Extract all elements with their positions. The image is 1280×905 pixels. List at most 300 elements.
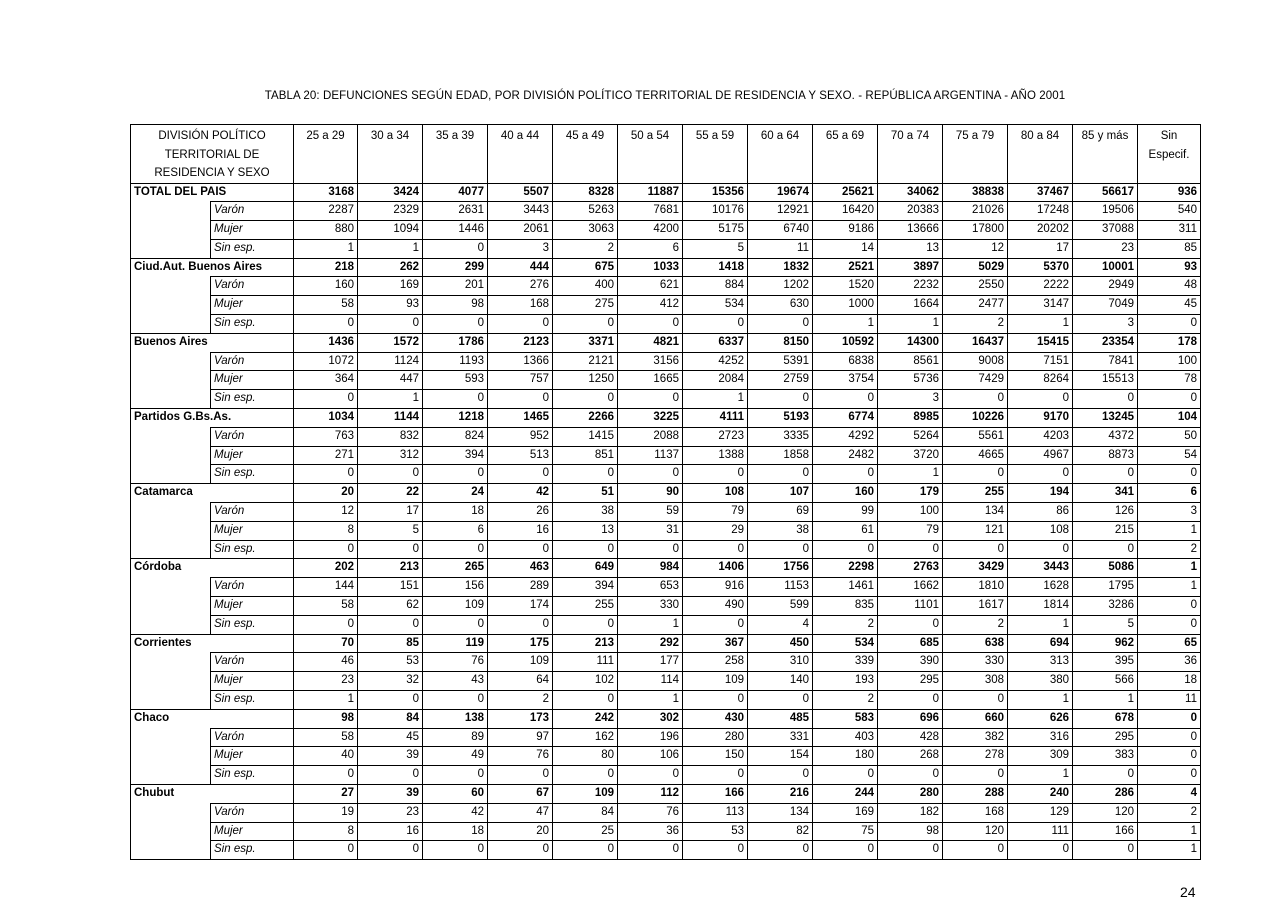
cell-value: 1665 bbox=[618, 371, 683, 390]
cell-value: 242 bbox=[553, 709, 618, 728]
row-indent bbox=[131, 371, 211, 390]
cell-value: 936 bbox=[1138, 183, 1201, 202]
cell-value: 0 bbox=[878, 841, 943, 860]
cell-value: 0 bbox=[813, 540, 878, 559]
cell-value: 0 bbox=[294, 766, 358, 785]
cell-value: 2084 bbox=[683, 371, 748, 390]
cell-value: 271 bbox=[294, 446, 358, 465]
cell-value: 9008 bbox=[943, 352, 1008, 371]
cell-value: 0 bbox=[878, 615, 943, 634]
table-row-total bbox=[131, 634, 1201, 653]
cell-value: 0 bbox=[1073, 465, 1138, 484]
cell-value: 177 bbox=[618, 653, 683, 672]
column-header: 70 a 74 bbox=[878, 125, 943, 184]
sex-label: Varón bbox=[211, 202, 294, 221]
cell-value: 3371 bbox=[553, 333, 618, 352]
cell-value: 286 bbox=[1073, 785, 1138, 804]
cell-value: 1094 bbox=[358, 221, 423, 240]
cell-value: 182 bbox=[878, 803, 943, 822]
cell-value: 113 bbox=[683, 803, 748, 822]
cell-value: 1810 bbox=[943, 578, 1008, 597]
cell-value: 9186 bbox=[813, 221, 878, 240]
sex-label: Varón bbox=[211, 427, 294, 446]
cell-value: 1 bbox=[1138, 521, 1201, 540]
table-row-total bbox=[131, 258, 1201, 277]
cell-value: 15356 bbox=[683, 183, 748, 202]
cell-value: 120 bbox=[943, 822, 1008, 841]
sex-label: Varón bbox=[211, 728, 294, 747]
cell-value: 3225 bbox=[618, 409, 683, 428]
cell-value: 78 bbox=[1138, 371, 1201, 390]
cell-value: 0 bbox=[1008, 540, 1073, 559]
cell-value: 76 bbox=[618, 803, 683, 822]
cell-value: 108 bbox=[683, 484, 748, 503]
cell-value: 31 bbox=[618, 521, 683, 540]
cell-value: 3443 bbox=[488, 202, 553, 221]
cell-value: 98 bbox=[423, 296, 488, 315]
cell-value: 11 bbox=[1138, 691, 1201, 710]
cell-value: 299 bbox=[423, 258, 488, 277]
cell-value: 64 bbox=[488, 672, 553, 691]
cell-value: 193 bbox=[813, 672, 878, 691]
cell-value: 162 bbox=[553, 728, 618, 747]
column-header: 85 y más bbox=[1073, 125, 1138, 184]
row-indent bbox=[131, 597, 211, 616]
cell-value: 308 bbox=[943, 672, 1008, 691]
cell-value: 2 bbox=[943, 315, 1008, 334]
cell-value: 100 bbox=[878, 503, 943, 522]
cell-value: 1795 bbox=[1073, 578, 1138, 597]
cell-value: 32 bbox=[358, 672, 423, 691]
cell-value: 15513 bbox=[1073, 371, 1138, 390]
cell-value: 98 bbox=[878, 822, 943, 841]
cell-value: 12 bbox=[943, 239, 1008, 258]
cell-value: 201 bbox=[423, 277, 488, 296]
cell-value: 2 bbox=[1138, 803, 1201, 822]
cell-value: 0 bbox=[553, 691, 618, 710]
cell-value: 12921 bbox=[748, 202, 813, 221]
cell-value: 5391 bbox=[748, 352, 813, 371]
sex-label: Mujer bbox=[211, 747, 294, 766]
cell-value: 485 bbox=[748, 709, 813, 728]
header-last-line: Especif. bbox=[1148, 148, 1190, 161]
cell-value: 0 bbox=[878, 766, 943, 785]
table-row bbox=[131, 597, 1201, 616]
cell-value: 463 bbox=[488, 559, 553, 578]
cell-value: 89 bbox=[423, 728, 488, 747]
cell-value: 255 bbox=[943, 484, 1008, 503]
cell-value: 295 bbox=[878, 672, 943, 691]
cell-value: 61 bbox=[813, 521, 878, 540]
cell-value: 1388 bbox=[683, 446, 748, 465]
cell-value: 4111 bbox=[683, 409, 748, 428]
cell-value: 0 bbox=[1073, 766, 1138, 785]
column-header: 25 a 29 bbox=[294, 125, 358, 184]
cell-value: 2 bbox=[813, 691, 878, 710]
cell-value: 25 bbox=[553, 822, 618, 841]
cell-value: 626 bbox=[1008, 709, 1073, 728]
cell-value: 2232 bbox=[878, 277, 943, 296]
cell-value: 75 bbox=[813, 822, 878, 841]
cell-value: 2477 bbox=[943, 296, 1008, 315]
cell-value: 0 bbox=[294, 841, 358, 860]
cell-value: 19674 bbox=[748, 183, 813, 202]
cell-value: 5263 bbox=[553, 202, 618, 221]
cell-value: 0 bbox=[1138, 390, 1201, 409]
header-region-line: RESIDENCIA Y SEXO bbox=[154, 167, 270, 179]
cell-value: 45 bbox=[1138, 296, 1201, 315]
cell-value: 5 bbox=[1073, 615, 1138, 634]
cell-value: 76 bbox=[423, 653, 488, 672]
cell-value: 302 bbox=[618, 709, 683, 728]
cell-value: 168 bbox=[943, 803, 1008, 822]
cell-value: 534 bbox=[683, 296, 748, 315]
cell-value: 0 bbox=[1138, 615, 1201, 634]
cell-value: 180 bbox=[813, 747, 878, 766]
cell-value: 2 bbox=[1138, 540, 1201, 559]
row-indent bbox=[131, 803, 211, 822]
cell-value: 330 bbox=[618, 597, 683, 616]
region-name: Partidos G.Bs.As. bbox=[131, 409, 294, 428]
cell-value: 0 bbox=[683, 615, 748, 634]
cell-value: 1 bbox=[1138, 822, 1201, 841]
cell-value: 0 bbox=[358, 766, 423, 785]
header-row bbox=[131, 125, 1201, 184]
cell-value: 29 bbox=[683, 521, 748, 540]
cell-value: 0 bbox=[423, 691, 488, 710]
cell-value: 70 bbox=[294, 634, 358, 653]
table-row bbox=[131, 239, 1201, 258]
sex-label: Varón bbox=[211, 578, 294, 597]
cell-value: 1786 bbox=[423, 333, 488, 352]
cell-value: 5370 bbox=[1008, 258, 1073, 277]
column-header: 35 a 39 bbox=[423, 125, 488, 184]
cell-value: 240 bbox=[1008, 785, 1073, 804]
column-header-sin-especif bbox=[1138, 125, 1201, 184]
cell-value: 154 bbox=[748, 747, 813, 766]
table-row bbox=[131, 352, 1201, 371]
cell-value: 2287 bbox=[294, 202, 358, 221]
cell-value: 25621 bbox=[813, 183, 878, 202]
cell-value: 15415 bbox=[1008, 333, 1073, 352]
cell-value: 37088 bbox=[1073, 221, 1138, 240]
region-name: Córdoba bbox=[131, 559, 294, 578]
sex-label: Varón bbox=[211, 803, 294, 822]
cell-value: 3424 bbox=[358, 183, 423, 202]
cell-value: 292 bbox=[618, 634, 683, 653]
cell-value: 258 bbox=[683, 653, 748, 672]
cell-value: 2521 bbox=[813, 258, 878, 277]
cell-value: 7841 bbox=[1073, 352, 1138, 371]
cell-value: 8985 bbox=[878, 409, 943, 428]
header-region-line: DIVISIÓN POLÍTICO bbox=[158, 130, 266, 142]
cell-value: 0 bbox=[748, 540, 813, 559]
cell-value: 0 bbox=[423, 239, 488, 258]
table-row bbox=[131, 822, 1201, 841]
cell-value: 0 bbox=[488, 315, 553, 334]
cell-value: 1415 bbox=[553, 427, 618, 446]
table-title: TABLA 20: DEFUNCIONES SEGÚN EDAD, POR DIVISIÓN POLÍTICO TERRITORIAL DE RESIDENCIA Y SEXO. - REPÚBLICA ARGENTINA - AÑO 2001 bbox=[264, 90, 1066, 102]
cell-value: 1137 bbox=[618, 446, 683, 465]
row-indent bbox=[131, 239, 211, 258]
cell-value: 3063 bbox=[553, 221, 618, 240]
column-header: 80 a 84 bbox=[1008, 125, 1073, 184]
cell-value: 26 bbox=[488, 503, 553, 522]
cell-value: 0 bbox=[423, 615, 488, 634]
cell-value: 109 bbox=[423, 597, 488, 616]
cell-value: 8 bbox=[294, 822, 358, 841]
cell-value: 138 bbox=[423, 709, 488, 728]
cell-value: 276 bbox=[488, 277, 553, 296]
cell-value: 0 bbox=[488, 841, 553, 860]
cell-value: 6337 bbox=[683, 333, 748, 352]
cell-value: 42 bbox=[423, 803, 488, 822]
cell-value: 19 bbox=[294, 803, 358, 822]
cell-value: 0 bbox=[423, 315, 488, 334]
cell-value: 134 bbox=[748, 803, 813, 822]
cell-value: 0 bbox=[1008, 841, 1073, 860]
cell-value: 67 bbox=[488, 785, 553, 804]
cell-value: 168 bbox=[488, 296, 553, 315]
cell-value: 630 bbox=[748, 296, 813, 315]
cell-value: 8328 bbox=[553, 183, 618, 202]
cell-value: 4967 bbox=[1008, 446, 1073, 465]
cell-value: 0 bbox=[358, 315, 423, 334]
cell-value: 0 bbox=[683, 841, 748, 860]
cell-value: 331 bbox=[748, 728, 813, 747]
cell-value: 0 bbox=[1138, 315, 1201, 334]
table-row bbox=[131, 521, 1201, 540]
cell-value: 1 bbox=[358, 239, 423, 258]
cell-value: 3720 bbox=[878, 446, 943, 465]
sex-label: Sin esp. bbox=[211, 239, 294, 258]
cell-value: 4203 bbox=[1008, 427, 1073, 446]
cell-value: 1814 bbox=[1008, 597, 1073, 616]
column-header: 30 a 34 bbox=[358, 125, 423, 184]
cell-value: 0 bbox=[488, 465, 553, 484]
row-indent bbox=[131, 277, 211, 296]
cell-value: 97 bbox=[488, 728, 553, 747]
cell-value: 0 bbox=[1073, 841, 1138, 860]
cell-value: 0 bbox=[943, 540, 1008, 559]
cell-value: 1 bbox=[1073, 691, 1138, 710]
cell-value: 82 bbox=[748, 822, 813, 841]
cell-value: 0 bbox=[488, 540, 553, 559]
table-row bbox=[131, 427, 1201, 446]
cell-value: 151 bbox=[358, 578, 423, 597]
cell-value: 34062 bbox=[878, 183, 943, 202]
cell-value: 76 bbox=[488, 747, 553, 766]
cell-value: 79 bbox=[878, 521, 943, 540]
cell-value: 851 bbox=[553, 446, 618, 465]
cell-value: 38 bbox=[748, 521, 813, 540]
cell-value: 0 bbox=[358, 691, 423, 710]
cell-value: 80 bbox=[553, 747, 618, 766]
cell-value: 179 bbox=[878, 484, 943, 503]
cell-value: 99 bbox=[813, 503, 878, 522]
cell-value: 2266 bbox=[553, 409, 618, 428]
cell-value: 0 bbox=[813, 841, 878, 860]
cell-value: 9170 bbox=[1008, 409, 1073, 428]
cell-value: 36 bbox=[618, 822, 683, 841]
cell-value: 0 bbox=[618, 465, 683, 484]
cell-value: 14300 bbox=[878, 333, 943, 352]
cell-value: 383 bbox=[1073, 747, 1138, 766]
cell-value: 120 bbox=[1073, 803, 1138, 822]
cell-value: 24 bbox=[423, 484, 488, 503]
cell-value: 0 bbox=[748, 465, 813, 484]
cell-value: 50 bbox=[1138, 427, 1201, 446]
cell-value: 534 bbox=[813, 634, 878, 653]
cell-value: 18 bbox=[423, 822, 488, 841]
table-body bbox=[131, 125, 1201, 860]
cell-value: 0 bbox=[358, 841, 423, 860]
cell-value: 5 bbox=[358, 521, 423, 540]
cell-value: 0 bbox=[943, 465, 1008, 484]
table-row bbox=[131, 446, 1201, 465]
cell-value: 8264 bbox=[1008, 371, 1073, 390]
cell-value: 13245 bbox=[1073, 409, 1138, 428]
cell-value: 12 bbox=[294, 503, 358, 522]
cell-value: 5193 bbox=[748, 409, 813, 428]
cell-value: 364 bbox=[294, 371, 358, 390]
cell-value: 2550 bbox=[943, 277, 1008, 296]
cell-value: 0 bbox=[294, 540, 358, 559]
row-indent bbox=[131, 296, 211, 315]
sex-label: Mujer bbox=[211, 221, 294, 240]
cell-value: 2949 bbox=[1073, 277, 1138, 296]
row-indent bbox=[131, 691, 211, 710]
cell-value: 20383 bbox=[878, 202, 943, 221]
cell-value: 49 bbox=[423, 747, 488, 766]
cell-value: 0 bbox=[423, 841, 488, 860]
table-row-total bbox=[131, 785, 1201, 804]
cell-value: 8 bbox=[294, 521, 358, 540]
cell-value: 275 bbox=[553, 296, 618, 315]
cell-value: 962 bbox=[1073, 634, 1138, 653]
cell-value: 583 bbox=[813, 709, 878, 728]
cell-value: 255 bbox=[553, 597, 618, 616]
table-row bbox=[131, 766, 1201, 785]
cell-value: 93 bbox=[358, 296, 423, 315]
cell-value: 7151 bbox=[1008, 352, 1073, 371]
cell-value: 3168 bbox=[294, 183, 358, 202]
cell-value: 3429 bbox=[943, 559, 1008, 578]
cell-value: 109 bbox=[488, 653, 553, 672]
cell-value: 1 bbox=[1008, 615, 1073, 634]
cell-value: 341 bbox=[1073, 484, 1138, 503]
cell-value: 0 bbox=[1138, 465, 1201, 484]
cell-value: 6 bbox=[1138, 484, 1201, 503]
cell-value: 1124 bbox=[358, 352, 423, 371]
cell-value: 48 bbox=[1138, 277, 1201, 296]
table-row-total bbox=[131, 333, 1201, 352]
cell-value: 1 bbox=[1008, 691, 1073, 710]
cell-value: 428 bbox=[878, 728, 943, 747]
cell-value: 1662 bbox=[878, 578, 943, 597]
cell-value: 1 bbox=[1008, 766, 1073, 785]
cell-value: 430 bbox=[683, 709, 748, 728]
cell-value: 4077 bbox=[423, 183, 488, 202]
cell-value: 106 bbox=[618, 747, 683, 766]
cell-value: 0 bbox=[878, 540, 943, 559]
cell-value: 380 bbox=[1008, 672, 1073, 691]
cell-value: 53 bbox=[683, 822, 748, 841]
table-row bbox=[131, 540, 1201, 559]
cell-value: 0 bbox=[748, 766, 813, 785]
cell-value: 2 bbox=[553, 239, 618, 258]
cell-value: 54 bbox=[1138, 446, 1201, 465]
cell-value: 0 bbox=[943, 390, 1008, 409]
cell-value: 4 bbox=[748, 615, 813, 634]
cell-value: 1 bbox=[1138, 578, 1201, 597]
cell-value: 0 bbox=[683, 691, 748, 710]
cell-value: 763 bbox=[294, 427, 358, 446]
cell-value: 5264 bbox=[878, 427, 943, 446]
cell-value: 0 bbox=[1073, 390, 1138, 409]
cell-value: 1 bbox=[1138, 559, 1201, 578]
cell-value: 13 bbox=[553, 521, 618, 540]
cell-value: 39 bbox=[358, 747, 423, 766]
cell-value: 1144 bbox=[358, 409, 423, 428]
cell-value: 311 bbox=[1138, 221, 1201, 240]
cell-value: 1218 bbox=[423, 409, 488, 428]
cell-value: 166 bbox=[1073, 822, 1138, 841]
cell-value: 0 bbox=[553, 390, 618, 409]
cell-value: 412 bbox=[618, 296, 683, 315]
row-indent bbox=[131, 540, 211, 559]
cell-value: 0 bbox=[813, 766, 878, 785]
cell-value: 1366 bbox=[488, 352, 553, 371]
cell-value: 23 bbox=[1073, 239, 1138, 258]
cell-value: 649 bbox=[553, 559, 618, 578]
cell-value: 215 bbox=[1073, 521, 1138, 540]
cell-value: 513 bbox=[488, 446, 553, 465]
cell-value: 2 bbox=[813, 615, 878, 634]
cell-value: 599 bbox=[748, 597, 813, 616]
table-row bbox=[131, 315, 1201, 334]
cell-value: 984 bbox=[618, 559, 683, 578]
cell-value: 42 bbox=[488, 484, 553, 503]
cell-value: 1465 bbox=[488, 409, 553, 428]
row-indent bbox=[131, 578, 211, 597]
cell-value: 38 bbox=[553, 503, 618, 522]
table-row bbox=[131, 202, 1201, 221]
cell-value: 566 bbox=[1073, 672, 1138, 691]
table-row bbox=[131, 465, 1201, 484]
cell-value: 952 bbox=[488, 427, 553, 446]
cell-value: 14 bbox=[813, 239, 878, 258]
region-name: TOTAL DEL PAIS bbox=[131, 183, 294, 202]
cell-value: 0 bbox=[294, 465, 358, 484]
cell-value: 10176 bbox=[683, 202, 748, 221]
row-indent bbox=[131, 202, 211, 221]
cell-value: 367 bbox=[683, 634, 748, 653]
cell-value: 1000 bbox=[813, 296, 878, 315]
sex-label: Mujer bbox=[211, 296, 294, 315]
cell-value: 3147 bbox=[1008, 296, 1073, 315]
cell-value: 295 bbox=[1073, 728, 1138, 747]
cell-value: 86 bbox=[1008, 503, 1073, 522]
cell-value: 0 bbox=[618, 841, 683, 860]
table-row bbox=[131, 221, 1201, 240]
cell-value: 0 bbox=[1138, 709, 1201, 728]
cell-value: 540 bbox=[1138, 202, 1201, 221]
cell-value: 166 bbox=[683, 785, 748, 804]
cell-value: 104 bbox=[1138, 409, 1201, 428]
cell-value: 8873 bbox=[1073, 446, 1138, 465]
cell-value: 3897 bbox=[878, 258, 943, 277]
